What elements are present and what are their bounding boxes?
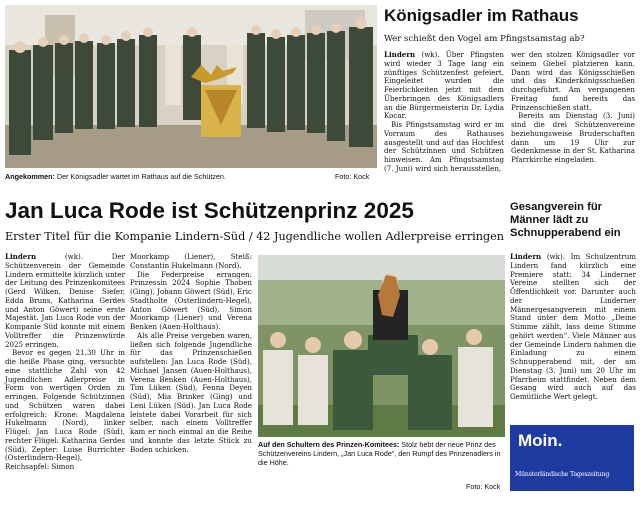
article2-paragraph-4: Die Federpreise errangen: Prinzessin 2024 Sophie Thoben (Ging), Johann Göwert (Süd), Eric Stadtholte (Osterlindern-Hegel), Anton Göwert (Süd), Simon Moorkamp (Liener) und Verena Benken (Auen-Holthaus). <box>130 269 252 331</box>
photo-schuetzenprinz <box>258 255 505 437</box>
moin-brand: Münsterländische Tageszeitung <box>515 471 610 478</box>
photo-koenigsadler <box>5 5 377 168</box>
photo-caption-2 <box>258 440 506 467</box>
article2-paragraph-1: (wk). Der Schützenverein der Gemeinde Lindern ermittelte kürzlich unter der Leitung des Prinzenkomitees (Gerd Wilken, Denise Siefer, Edda Bruns, Katharina Gerdes und Anton Göwert) seine erste Majestät. Jan Luca Rode von der Kompanie Süd konnte mit einem Volltreffer die Prinzenwürde 2025 erringen. <box>5 252 125 349</box>
article3-dateline: Lindern <box>510 252 542 261</box>
article2-paragraph-3: Moorkamp (Liener), Steiß: Constantin Hukelmann (Nord). <box>130 252 252 270</box>
article1-headline: Königsadler im Rathaus <box>384 6 579 25</box>
article2-dateline: Lindern <box>5 252 37 261</box>
moin-ad-box <box>510 425 634 491</box>
article1-column-2 <box>511 51 635 165</box>
article3-headline: Gesangverein für Männer lädt zu Schnupperabend ein <box>510 201 621 239</box>
caption-lead-2: Auf den Schultern des Prinzen-Komitees: <box>258 440 400 449</box>
article1-paragraph-2: Bis Pfingstsamstag wird er im Vorraum des Rathauses ausgestellt und auf das Hochfest der Schützinnen und Schützen hinweisen. Am Pfingstsamstag (7. Juni) wird sich herausstellen, <box>384 120 504 173</box>
caption-text-1: Der Königsadler wartet im Rathaus auf die Schützen. <box>56 172 226 181</box>
article2-column-1 <box>5 253 125 472</box>
article2-column-2 <box>130 253 252 454</box>
article2-paragraph-2: Bevor es gegen 21.30 Uhr in die heiße Phase ging, versuchte eine stattliche Zahl von 42 Jugendlichen Adlerpreise in Form von wertigen Orden zu erringen. Folgende Schützinnen und Schützen waren dabei erfolgreich: Krone: Magdalena Hukelmann (Nord), linker Flügel: Jan Luca Rode (Süd), rechter Flügel: Katharina Gerdes (Süd), Zepter: Luise Burrichter (Osterlindern-Hegel), Reichsapfel: Simon <box>5 348 125 471</box>
article1-column-1 <box>384 51 504 174</box>
photo-schuetzen-rathaus <box>5 5 377 168</box>
article2-headline: Jan Luca Rode ist Schützenprinz 2025 <box>5 198 414 223</box>
article3-paragraph-1: (wk). Im Schulzentrum Lindern fand kürzlich eine Premiere statt: 34 Linderner Vereine stellten sich der Öffentlichkeit vor. Darunter auch der Linderner Männergesangverein mit einem Stand unter dem Motto „Deine Stimme zählt, lass deine Stimme gehört werden“. Viele Männer aus der Gemeinde Lindern nahmen die Einladung zu einem Schnupperabend mit, der am Dienstag (3. Juni) um 20 Uhr im Pfarrheim stattfindet. Neben dem Gesang wird auch auf das Gemütliche Wert gelegt. <box>510 252 636 401</box>
article1-paragraph-3: wer den stolzen Königsadler vor seinem Giebel platzieren kann. Dann wird das Königsschießen und das Kinderkönigsschießen durchgeführt. Am vergangenen Freitag fand bereits das Prinzenschießen statt. <box>511 50 635 112</box>
article1-paragraph-1: (wk). Über Pfingsten wird wieder 3 Tage lang ein zünftiges Schützenfest gefeiert. Eingeleitet wurden die Feierlichkeiten jetzt mit dem Überbringen des Königsadlers an die Bürgermeisterin Dr. Lydia Kocar. <box>384 50 504 121</box>
moin-title: Moin. <box>518 431 563 450</box>
article1-paragraph-4: Bereits am Dienstag (3. Juni) sind die drei Schützenvereine beziehungsweise Bruderschaften dann um 19 Uhr zur Gedenkmesse in der St. Katharina Pfarrkirche eingeladen. <box>511 111 635 164</box>
photo-credit-2: Foto: Kock <box>466 482 501 491</box>
photo-prinz-auf-schultern <box>258 255 505 437</box>
photo-caption-1 <box>5 172 305 181</box>
caption-lead-1: Angekommen: <box>5 172 55 181</box>
article2-paragraph-5: Als alle Preise vergeben waren, ließen sich folgende Jugendliche für das Prinzenschießen aufstellen: Jan Luca Rode (Süd), Michael Jansen (Auen-Holthaus), Verena Benken (Auen-Holthaus), Tim Lüken (Süd), Fenna Deyen (Süd), Mia Brinker (Ging) und Leni Lüken (Süd). Jan Luca Rode leistete dabei Vorarbeit für sich selber, nach einem Volltreffer kam er noch einmal an die Reihe und konnte das letzte Stück zu Boden schicken. <box>130 330 252 454</box>
article3-column <box>510 253 636 402</box>
caption-text-2: Stolz hebt der neue Prinz des Schützenvereins Lindern, „Jan Luca Rode“, den Rumpf des Prinzenadlers in die Höhe. <box>258 440 501 467</box>
photo-credit-1: Foto: Kock <box>335 172 370 181</box>
article1-dateline: Lindern <box>384 50 416 59</box>
article1-subhead: Wer schießt den Vogel am Pfingstsamstag ab? <box>384 34 585 44</box>
article2-subhead: Erster Titel für die Kompanie Lindern-Süd / 42 Jugendliche wollen Adlerpreise erringen <box>5 230 504 243</box>
